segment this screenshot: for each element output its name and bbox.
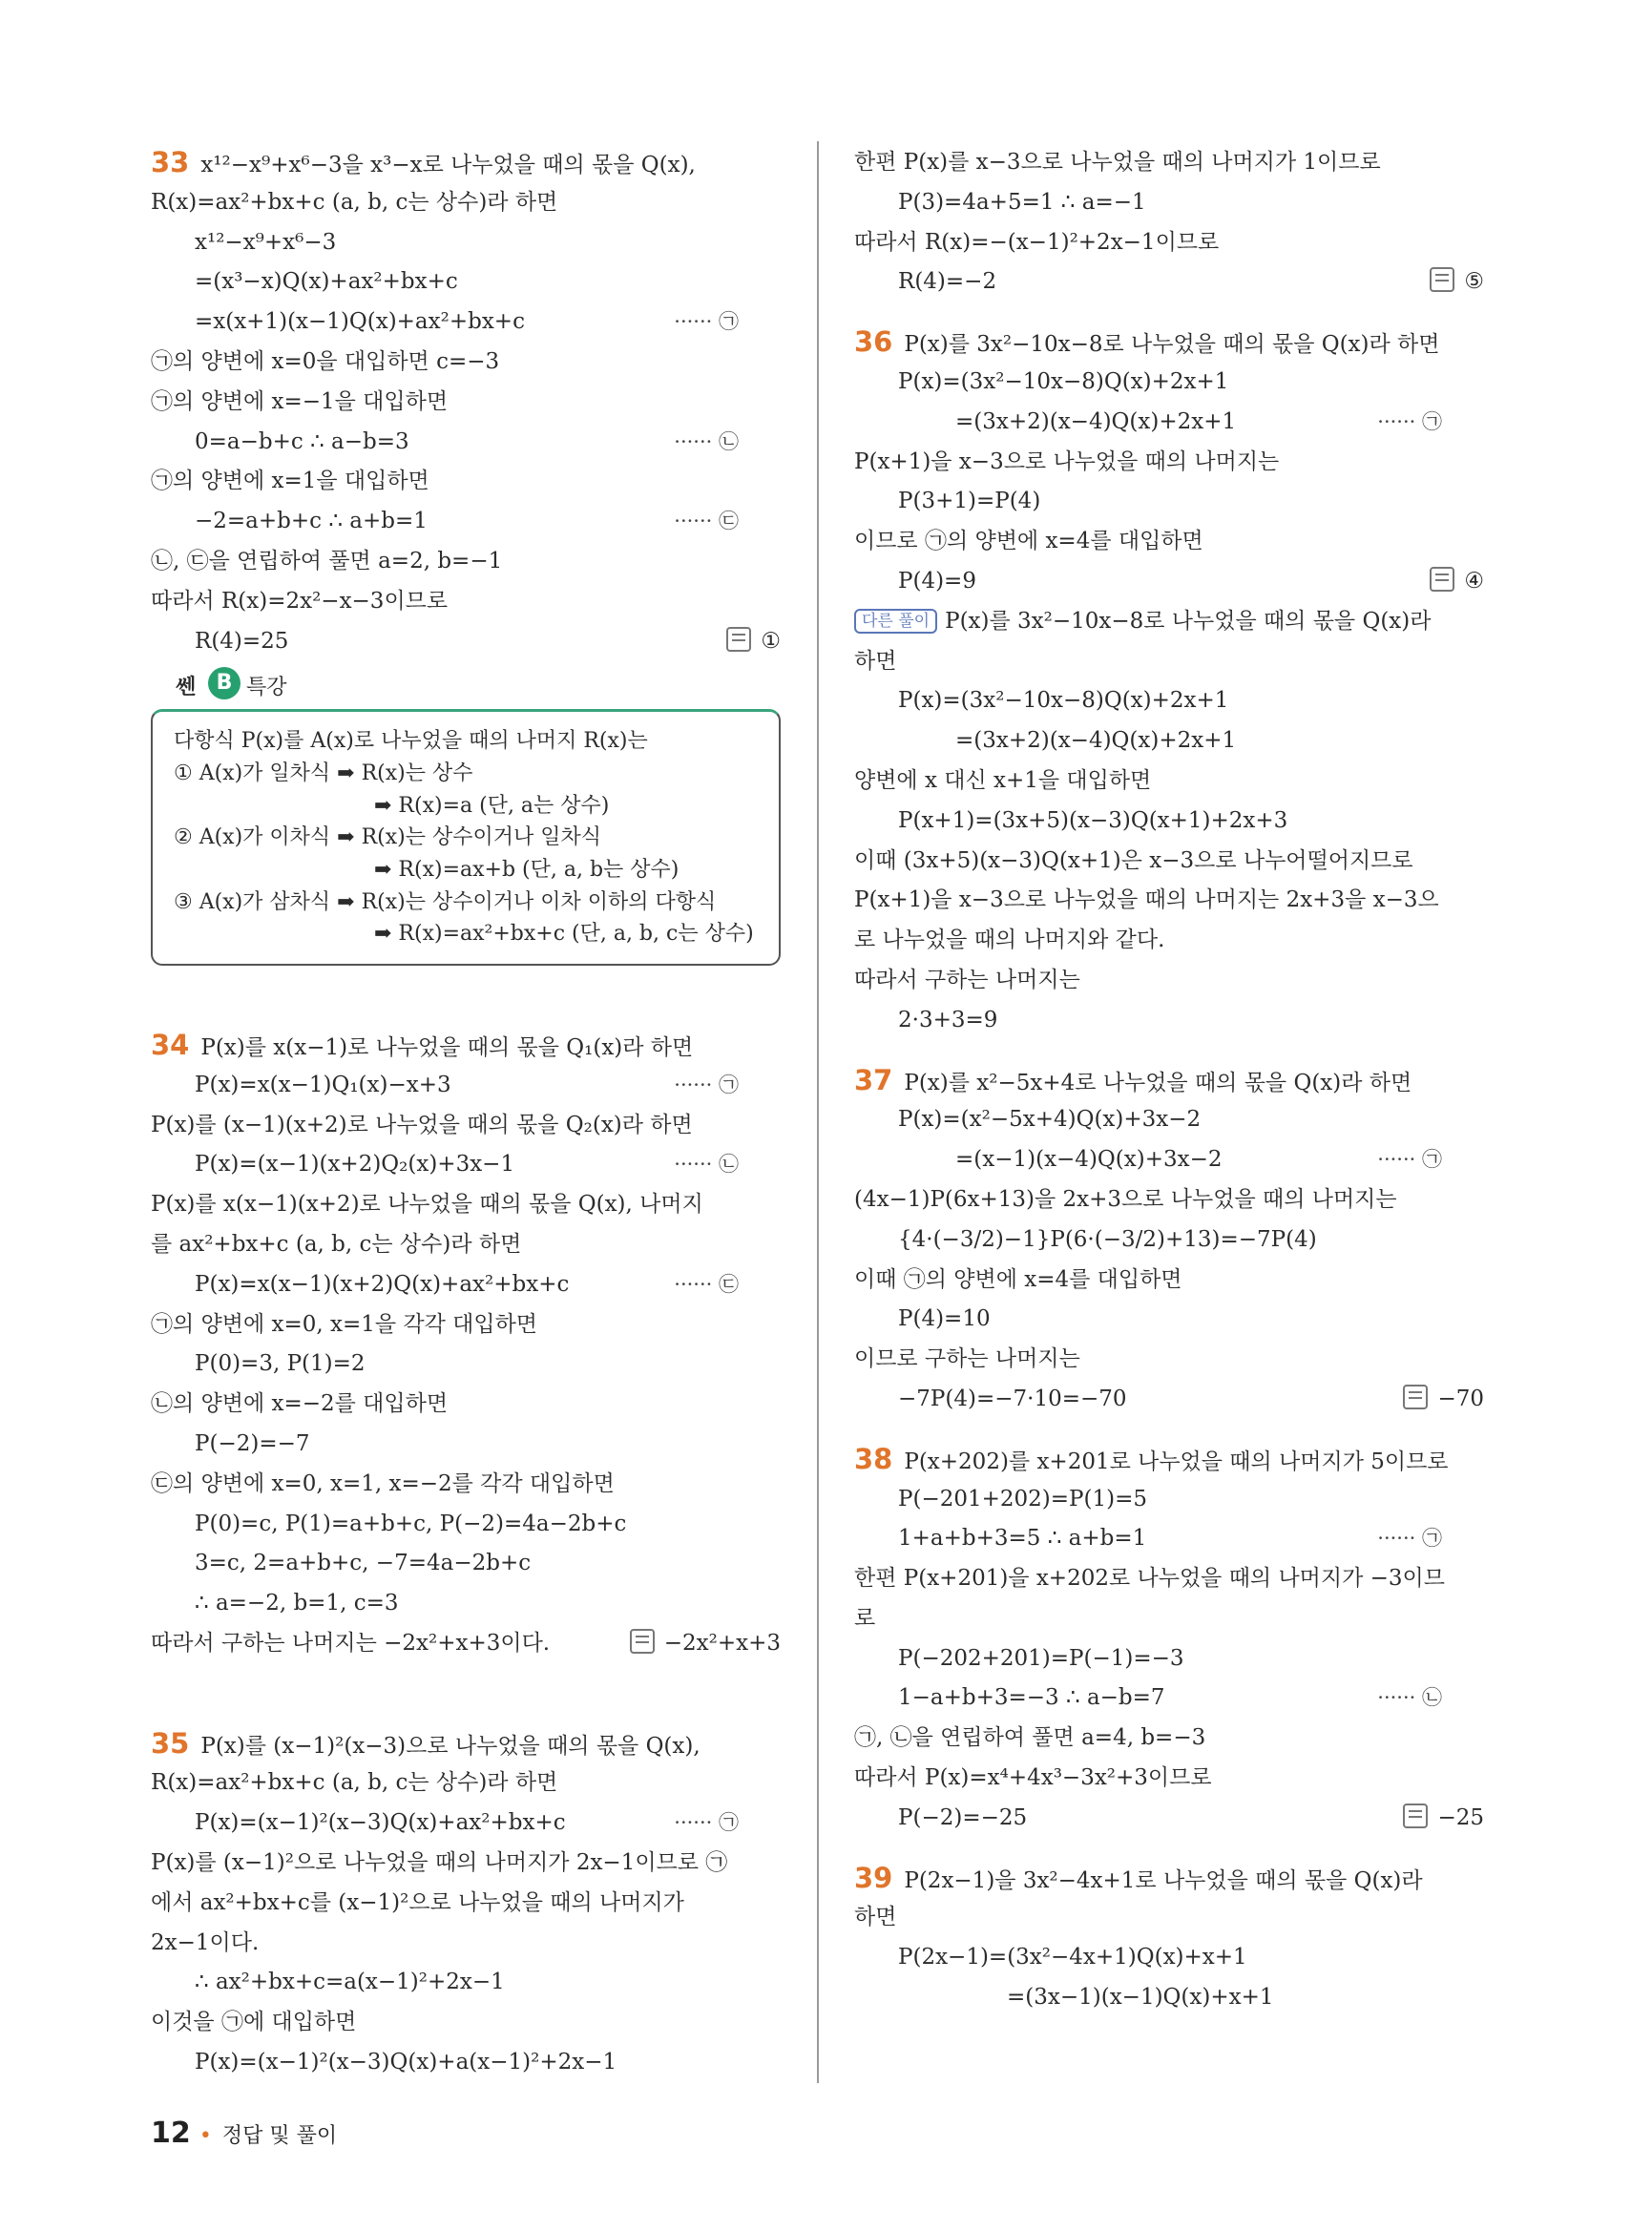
solution-line — [854, 1799, 1484, 1839]
line-text: 2x−1이다. — [151, 1929, 260, 1955]
alt-solution-badge: 다른 풀이 — [854, 609, 937, 634]
solution-line — [854, 1559, 1484, 1599]
line-text: P(x)=(3x²−10x−8)Q(x)+2x+1 — [898, 368, 1229, 394]
solution-line — [854, 921, 1484, 961]
line-text: x¹²−x⁹+x⁶−3을 x³−x로 나누었을 때의 몫을 Q(x), — [200, 153, 696, 177]
tip-line: ➡ R(x)=a (단, a는 상수) — [374, 793, 610, 818]
solution-line — [151, 223, 781, 263]
line-text: P(x+1)을 x−3으로 나누었을 때의 나머지는 2x+3을 x−3으 — [854, 887, 1439, 913]
problem-header-line — [854, 1440, 1484, 1480]
footer-bullet: • — [199, 2124, 212, 2148]
line-text: =(x³−x)Q(x)+ax²+bx+c — [195, 269, 458, 295]
answer-value: −70 — [1437, 1386, 1484, 1411]
line-text: ㉠의 양변에 x=0, x=1을 각각 대입하면 — [151, 1311, 538, 1337]
line-text: ∴ ax²+bx+c=a(x−1)²+2x−1 — [195, 1970, 505, 1995]
line-text: P(x)=(x−1)(x+2)Q₂(x)+3x−1 — [195, 1152, 515, 1178]
answer-label — [1430, 262, 1484, 302]
answer-icon — [1403, 1385, 1428, 1409]
solution-line — [854, 562, 1484, 602]
equation-marker: ······ ㉡ — [674, 429, 739, 453]
column-divider — [817, 141, 819, 2083]
line-text: 를 ax²+bx+c (a, b, c는 상수)라 하면 — [151, 1231, 522, 1257]
tip-heading — [151, 661, 781, 709]
line-text: P(4)=10 — [898, 1306, 991, 1332]
line-text: 따라서 P(x)=x⁴+4x³−3x²+3이므로 — [854, 1765, 1212, 1791]
line-text: =(3x−1)(x−1)Q(x)+x+1 — [1007, 1985, 1274, 2011]
line-text: P(x)를 x(x−1)(x+2)로 나누었을 때의 몫을 Q(x), 나머지 — [151, 1192, 703, 1218]
solution-line — [151, 462, 781, 502]
line-text: =(x−1)(x−4)Q(x)+3x−2 — [955, 1147, 1223, 1173]
line-text: 0=a−b+c ∴ a−b=3 — [195, 428, 409, 454]
solution-line — [151, 1225, 781, 1265]
solution-line — [854, 642, 1484, 682]
problem-header-line — [151, 1026, 781, 1066]
solution-line — [151, 1544, 781, 1584]
solution-line — [854, 1220, 1484, 1261]
spacer — [854, 1420, 1484, 1440]
line-text: ㉡의 양변에 x=−2를 대입하면 — [151, 1391, 449, 1417]
problem-header-line — [854, 323, 1484, 363]
line-text: ㉠의 양변에 x=0을 대입하면 c=−3 — [151, 348, 500, 374]
line-text: 따라서 R(x)=−(x−1)²+2x−1이므로 — [854, 229, 1220, 255]
problem-number: 37 — [854, 1063, 893, 1096]
solution-line — [151, 343, 781, 383]
solution-line — [151, 1066, 781, 1106]
line-text: P(x)=(3x²−10x−8)Q(x)+2x+1 — [898, 688, 1229, 714]
line-text: R(x)=ax²+bx+c (a, b, c는 상수)라 하면 — [151, 189, 558, 215]
line-text: 이므로 ㉠의 양변에 x=4를 대입하면 — [854, 529, 1203, 554]
solution-line — [854, 443, 1484, 483]
equation-marker: ······ ㉠ — [674, 1811, 739, 1835]
tip-line: ➡ R(x)=ax²+bx+c (단, a, b, c는 상수) — [374, 922, 754, 947]
line-text: P(x)=x(x−1)Q₁(x)−x+3 — [195, 1072, 451, 1097]
line-text: P(0)=3, P(1)=2 — [195, 1351, 366, 1377]
problem-number: 39 — [854, 1861, 893, 1894]
line-text: R(x)=ax²+bx+c (a, b, c는 상수)라 하면 — [151, 1770, 558, 1796]
line-text: 하면 — [854, 648, 897, 674]
solution-line — [151, 1763, 781, 1804]
problem-number: 34 — [151, 1028, 190, 1061]
answer-value: ④ — [1464, 568, 1484, 594]
line-text: P(4)=9 — [898, 568, 976, 594]
line-text: ㉡, ㉢을 연립하여 풀면 a=2, b=−1 — [151, 548, 503, 573]
line-text: R(4)=25 — [195, 628, 289, 654]
solution-line — [854, 522, 1484, 562]
tip-line: 다항식 P(x)를 A(x)로 나누었을 때의 나머지 R(x)는 — [174, 729, 648, 754]
answer-label — [630, 1624, 781, 1664]
solution-line — [151, 1145, 781, 1185]
answer-icon — [1430, 267, 1454, 292]
line-text: P(2x−1)을 3x²−4x+1로 나누었을 때의 몫을 Q(x)라 — [904, 1867, 1423, 1893]
line-text: 이때 (3x+5)(x−3)Q(x+1)은 x−3으로 나누어떨어지므로 — [854, 847, 1413, 873]
problem-header-line — [151, 143, 781, 183]
equation-marker: ······ ㉡ — [1377, 1686, 1442, 1710]
equation-marker: ······ ㉢ — [674, 1272, 739, 1296]
line-text: P(x+1)을 x−3으로 나누었을 때의 나머지는 — [854, 448, 1280, 474]
line-text: 한편 P(x)를 x−3으로 나누었을 때의 나머지가 1이므로 — [854, 150, 1381, 175]
solution-line — [854, 1001, 1484, 1041]
line-text: 하면 — [854, 1905, 897, 1930]
line-text: P(x)=(x−1)²(x−3)Q(x)+ax²+bx+c — [195, 1810, 566, 1836]
solution-line — [854, 1480, 1484, 1520]
line-text: P(x+1)=(3x+5)(x−3)Q(x+1)+2x+3 — [898, 807, 1288, 833]
line-text: P(x)를 (x−1)²(x−3)으로 나누었을 때의 몫을 Q(x), — [200, 1733, 701, 1759]
page-footer — [151, 2116, 337, 2150]
solution-line — [854, 1300, 1484, 1340]
line-text: 로 — [854, 1605, 876, 1631]
solution-line — [854, 143, 1484, 183]
solution-line — [151, 582, 781, 622]
problem-number: 35 — [151, 1726, 190, 1760]
solution-line — [854, 1519, 1484, 1559]
line-text: 3=c, 2=a+b+c, −7=4a−2b+c — [195, 1551, 532, 1576]
solution-line — [854, 262, 1484, 302]
tip-line: ➡ R(x)=ax+b (단, a, b는 상수) — [374, 858, 680, 883]
line-text: P(0)=c, P(1)=a+b+c, P(−2)=4a−2b+c — [195, 1511, 627, 1536]
solution-line — [151, 1624, 781, 1664]
solution-line — [151, 1963, 781, 2003]
solution-line — [151, 1305, 781, 1345]
line-text: 양변에 x 대신 x+1을 대입하면 — [854, 767, 1152, 793]
line-text: P(−202+201)=P(−1)=−3 — [898, 1645, 1184, 1671]
solution-line — [151, 622, 781, 662]
solution-line — [854, 223, 1484, 263]
line-text: 따라서 구하는 나머지는 — [854, 967, 1080, 992]
line-text: =(3x+2)(x−4)Q(x)+2x+1 — [955, 408, 1237, 434]
line-text: P(x)를 x(x−1)로 나누었을 때의 몫을 Q₁(x)라 하면 — [200, 1034, 694, 1060]
solution-line — [854, 961, 1484, 1001]
line-text: 에서 ax²+bx+c를 (x−1)²으로 나누었을 때의 나머지가 — [151, 1889, 684, 1915]
line-text: P(−2)=−25 — [898, 1804, 1028, 1830]
equation-marker: ······ ㉢ — [674, 510, 739, 533]
line-text: ∴ a=−2, b=1, c=3 — [195, 1591, 399, 1616]
solution-line — [854, 721, 1484, 761]
solution-line — [151, 1385, 781, 1425]
tip-line: ③ A(x)가 삼차식 ➡ R(x)는 상수이거나 이차 이하의 다항식 — [174, 889, 717, 914]
problem-header-line — [854, 1859, 1484, 1899]
line-text: ㉢의 양변에 x=0, x=1, x=−2를 각각 대입하면 — [151, 1470, 615, 1496]
line-text: 한편 P(x+201)을 x+202로 나누었을 때의 나머지가 −3이므 — [854, 1566, 1445, 1592]
spacer — [854, 1839, 1484, 1859]
solution-line — [854, 881, 1484, 921]
equation-marker: ······ ㉠ — [1377, 1527, 1442, 1551]
problem-number: 36 — [854, 325, 893, 359]
answer-value: −25 — [1437, 1804, 1484, 1830]
solution-line — [151, 2043, 781, 2083]
solution-line — [854, 1100, 1484, 1140]
line-text: P(x)=(x−1)²(x−3)Q(x)+a(x−1)²+2x−1 — [195, 2049, 617, 2075]
solution-line — [151, 423, 781, 463]
line-text: P(x)를 3x²−10x−8로 나누었을 때의 몫을 Q(x)라 하면 — [904, 332, 1440, 358]
spacer — [854, 302, 1484, 323]
solution-line — [854, 1340, 1484, 1380]
solution-line — [151, 1804, 781, 1844]
problem-number: 33 — [151, 146, 190, 178]
solution-line — [854, 1261, 1484, 1301]
solution-line — [151, 302, 781, 343]
spacer — [151, 1006, 781, 1026]
line-text: 로 나누었을 때의 나머지와 같다. — [854, 928, 1165, 953]
line-text: P(x)를 (x−1)(x+2)로 나누었을 때의 몫을 Q₂(x)라 하면 — [151, 1112, 693, 1137]
solution-line — [854, 842, 1484, 882]
line-text: 1−a+b+3=−3 ∴ a−b=7 — [898, 1685, 1165, 1711]
line-text: ㉠의 양변에 x=1을 대입하면 — [151, 469, 429, 494]
answer-value: ① — [761, 628, 781, 654]
solution-line — [854, 1759, 1484, 1799]
solution-line — [151, 1465, 781, 1505]
right-column — [854, 143, 1484, 2018]
solution-line — [854, 1599, 1484, 1639]
solution-line — [854, 363, 1484, 403]
solution-line — [151, 1924, 781, 1964]
line-text: 이것을 ㉠에 대입하면 — [151, 2010, 357, 2035]
solution-line — [151, 1505, 781, 1545]
line-text: 이므로 구하는 나머지는 — [854, 1346, 1080, 1372]
tip-level-badge: B — [208, 667, 240, 699]
solution-line — [854, 1978, 1484, 2018]
spacer — [151, 1664, 781, 1704]
answer-label — [726, 622, 781, 662]
line-text: P(2x−1)=(3x²−4x+1)Q(x)+x+1 — [898, 1945, 1247, 1970]
line-text: ㉠, ㉡을 연립하여 풀면 a=4, b=−3 — [854, 1725, 1206, 1751]
solution-line — [151, 542, 781, 582]
equation-marker: ······ ㉠ — [674, 310, 739, 334]
line-text: =(3x+2)(x−4)Q(x)+2x+1 — [955, 728, 1237, 754]
solution-line — [151, 1265, 781, 1305]
line-text: R(4)=−2 — [898, 269, 997, 295]
solution-line — [151, 183, 781, 223]
solution-line — [151, 262, 781, 302]
line-text: P(x)=x(x−1)(x+2)Q(x)+ax²+bx+c — [195, 1271, 570, 1297]
answer-value: ⑤ — [1464, 269, 1484, 295]
answer-label — [1403, 1799, 1484, 1839]
solution-line — [854, 1140, 1484, 1180]
solution-line — [854, 1678, 1484, 1719]
line-text: 따라서 구하는 나머지는 −2x²+x+3이다. — [151, 1630, 551, 1656]
line-text: P(−2)=−7 — [195, 1430, 310, 1456]
line-text: {4·(−3/2)−1}P(6·(−3/2)+13)=−7P(4) — [898, 1226, 1317, 1252]
spacer — [854, 1041, 1484, 1061]
spacer — [151, 1704, 781, 1724]
line-text: P(x)를 x²−5x+4로 나누었을 때의 몫을 Q(x)라 하면 — [904, 1070, 1412, 1095]
problem-header-line — [151, 1724, 781, 1764]
line-text: ㉠의 양변에 x=−1을 대입하면 — [151, 388, 449, 414]
solution-line — [854, 802, 1484, 842]
answer-label — [1430, 562, 1484, 602]
equation-marker: ······ ㉠ — [674, 1073, 739, 1096]
solution-line — [854, 403, 1484, 443]
line-text: 1+a+b+3=5 ∴ a+b=1 — [898, 1526, 1147, 1552]
solution-line — [151, 1844, 781, 1884]
equation-marker: ······ ㉠ — [1377, 409, 1442, 433]
line-text: 따라서 R(x)=2x²−x−3이므로 — [151, 588, 449, 614]
page-number: 12 — [151, 2116, 191, 2150]
problem-number: 38 — [854, 1442, 893, 1475]
solution-line — [854, 1380, 1484, 1420]
solution-line — [151, 1345, 781, 1385]
solution-line — [151, 2003, 781, 2043]
answer-icon — [726, 627, 751, 652]
solution-line — [854, 761, 1484, 802]
line-text: x¹²−x⁹+x⁶−3 — [195, 229, 337, 255]
solution-line — [854, 183, 1484, 223]
solution-line — [854, 1938, 1484, 1978]
solution-line — [854, 1719, 1484, 1759]
solution-line — [151, 1584, 781, 1624]
line-text: −2=a+b+c ∴ a+b=1 — [195, 509, 428, 534]
solution-line — [854, 1639, 1484, 1679]
spacer — [151, 966, 781, 1006]
answer-value: −2x²+x+3 — [663, 1630, 781, 1656]
line-text: P(x)를 (x−1)²으로 나누었을 때의 나머지가 2x−1이므로 ㉠ — [151, 1849, 728, 1875]
footer-label: 정답 및 풀이 — [221, 2124, 338, 2148]
line-text: 이때 ㉠의 양변에 x=4를 대입하면 — [854, 1266, 1182, 1292]
problem-header-line — [854, 1061, 1484, 1101]
equation-marker: ······ ㉠ — [1377, 1148, 1442, 1172]
solution-line — [854, 681, 1484, 721]
tip-box — [151, 709, 781, 966]
answer-icon — [1403, 1804, 1428, 1828]
line-text: P(3)=4a+5=1 ∴ a=−1 — [898, 189, 1146, 215]
answer-icon — [1430, 567, 1454, 592]
line-text: P(x+202)를 x+201로 나누었을 때의 나머지가 5이므로 — [904, 1449, 1449, 1474]
line-text: (4x−1)P(6x+13)을 2x+3으로 나누었을 때의 나머지는 — [854, 1186, 1397, 1212]
tip-line: ① A(x)가 일차식 ➡ R(x)는 상수 — [174, 761, 473, 786]
answer-label — [1403, 1380, 1484, 1420]
solution-line — [854, 1180, 1484, 1220]
answer-icon — [630, 1629, 655, 1654]
solution-line — [151, 502, 781, 542]
solution-line — [151, 1425, 781, 1465]
line-text: P(−201+202)=P(1)=5 — [898, 1486, 1147, 1512]
line-text: 2·3+3=9 — [898, 1007, 998, 1032]
tip-logo-text: 쎈 — [176, 676, 197, 700]
solution-line — [151, 1106, 781, 1146]
line-text: =x(x+1)(x−1)Q(x)+ax²+bx+c — [195, 309, 525, 335]
solution-line — [151, 1185, 781, 1225]
solution-line — [854, 602, 1484, 642]
line-text: P(3+1)=P(4) — [898, 489, 1041, 514]
solution-line — [151, 383, 781, 423]
equation-marker: ······ ㉡ — [674, 1153, 739, 1177]
solution-line — [854, 1898, 1484, 1938]
solution-line — [854, 482, 1484, 522]
left-column — [151, 143, 781, 2083]
line-text: P(x)=(x²−5x+4)Q(x)+3x−2 — [898, 1107, 1202, 1133]
line-text: −7P(4)=−7·10=−70 — [898, 1386, 1127, 1411]
line-text: P(x)를 3x²−10x−8로 나누었을 때의 몫을 Q(x)라 — [945, 608, 1432, 634]
solution-line — [151, 1884, 781, 1924]
tip-title: 특강 — [246, 676, 287, 700]
tip-line: ② A(x)가 이차식 ➡ R(x)는 상수이거나 일차식 — [174, 825, 601, 850]
